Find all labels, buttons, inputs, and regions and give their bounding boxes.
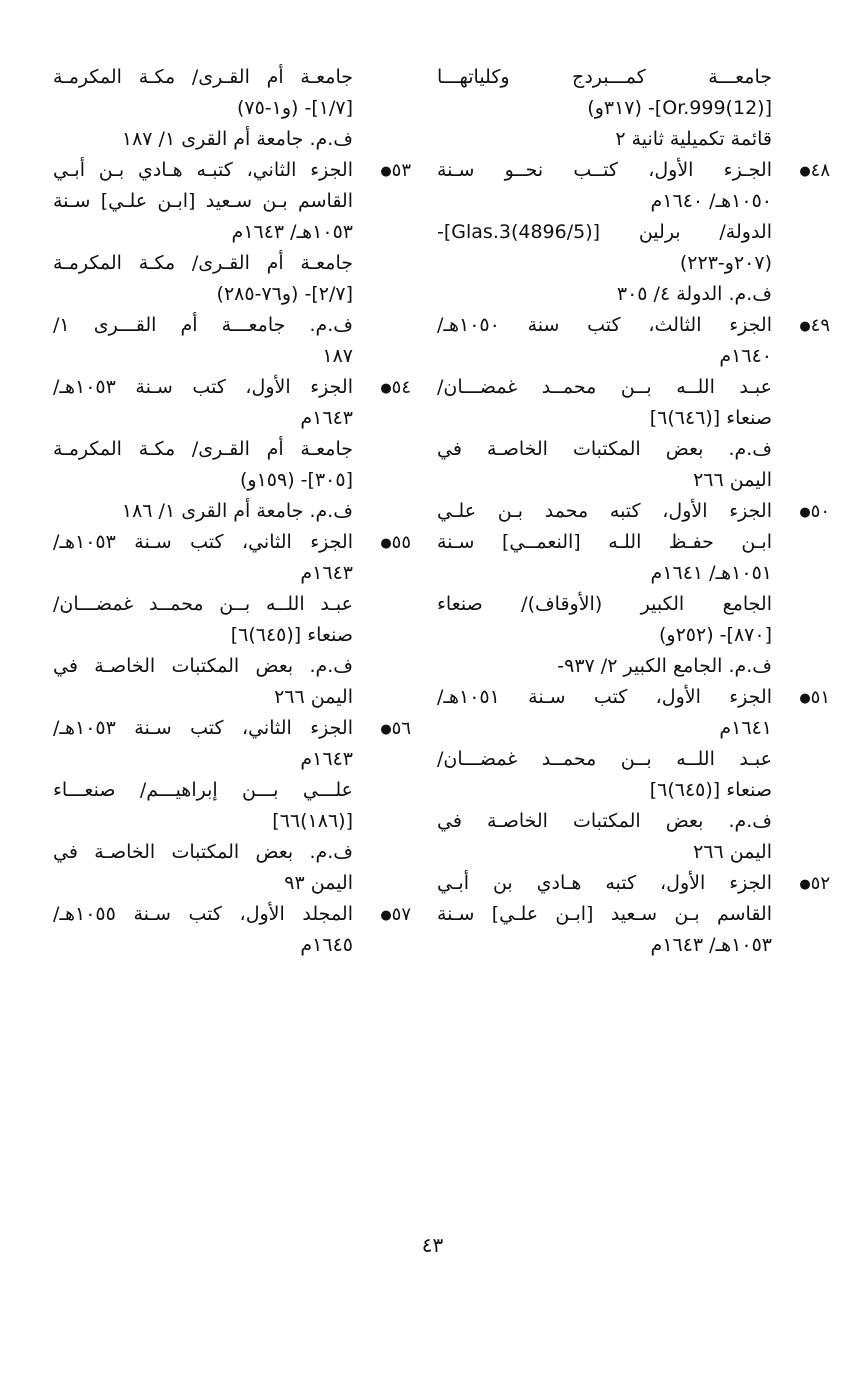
entry-line: ف.م. بعض المكتبات الخاصـة في (53, 655, 353, 677)
catalog-entry (437, 496, 830, 682)
entry-line: الجزء الثاني، كتب سـنة ١٠٥٣هـ/ (53, 531, 353, 553)
entry-line: عبـد اللــه بــن محمــد غمضـــان/ (53, 593, 353, 615)
entry-line: جامعـة أم القـرى/ مكـة المكرمـة (53, 438, 353, 460)
entry-line: [Or.999(12)]- (٣١٧و) (587, 97, 772, 119)
entry-number: ٥٤● (380, 377, 411, 398)
bullet-marker-icon: ● (380, 381, 392, 396)
bullet-marker-icon: ● (799, 691, 811, 706)
bullet-marker-icon: ● (380, 722, 392, 737)
entry-number: ٥٠● (799, 501, 830, 522)
entry-line: قائمة تكميلية ثانية ٢ (615, 128, 772, 150)
entry-number: ٥٣● (380, 160, 411, 181)
entry-line: جامعـة أم القـرى/ مكـة المكرمـة (53, 66, 353, 88)
entry-line: اليمن ٢٦٦ (693, 841, 772, 863)
bullet-marker-icon: ● (799, 164, 811, 179)
entry-line: الجزء الأول، كتب سـنة ١٠٥١هـ/ (437, 686, 772, 708)
entry-line: اليمن ٢٦٦ (693, 469, 772, 491)
catalog-entry (437, 682, 830, 868)
bullet-marker-icon: ● (799, 505, 811, 520)
entry-line: [٨٧٠]- (٢٥٢و) (659, 624, 772, 646)
entry-line: ١٠٥٣هـ/ ١٦٤٣م (650, 934, 772, 956)
entry-number: ٤٩● (799, 315, 830, 336)
catalog-entry (53, 899, 411, 961)
entry-line: ف.م. الجامع الكبير ٢/ ٩٣٧- (557, 655, 772, 677)
entry-line: القاسم بـن سـعيد [ابـن علـي] سـنة (437, 903, 772, 925)
entry-line: [٢/٧]- (و٧٦-٢٨٥) (216, 283, 353, 305)
entry-line: ١٦٤٣م (300, 562, 353, 584)
entry-line: الجامع الكبير (الأوقاف)/ صنعاء (437, 593, 772, 615)
entry-line: ف.م. الدولة ٤/ ٣٠٥ (616, 283, 772, 305)
entry-number: ٥٢● (799, 873, 830, 894)
right-column (437, 62, 830, 961)
entry-line: الجزء الثاني، كتب سـنة ١٠٥٣هـ/ (53, 717, 353, 739)
entry-line: ١٠٥١هـ/ ١٦٤١م (650, 562, 772, 584)
entry-number: ٥٧● (380, 904, 411, 925)
entry-number: ٤٨● (799, 160, 830, 181)
entry-line: ١٦٤٣م (300, 748, 353, 770)
entry-line: جامعـــة كمـــبردج وكلياتهـــا (437, 66, 772, 88)
entry-line: اليمن ٢٦٦ (274, 686, 353, 708)
entry-number: ٥٥● (380, 532, 411, 553)
entry-line: المجلد الأول، كتب سـنة ١٠٥٥هـ/ (53, 903, 353, 925)
entry-line: ف.م. جامعـــة أم القـــرى ١/ (53, 314, 353, 336)
catalog-entry (53, 527, 411, 713)
entry-line: ١٠٥٠هـ/ ١٦٤٠م (650, 190, 772, 212)
entry-line: القاسم بـن سـعيد [ابـن علـي] سـنة (53, 190, 353, 212)
entry-line: [٣٠٥]- (١٥٩و) (240, 469, 353, 491)
catalog-entry-continuation (437, 62, 772, 155)
catalog-entry (53, 155, 411, 372)
entry-line: ف.م. بعض المكتبات الخاصـة في (53, 841, 353, 863)
entry-line: [(١٨٦)٦٦] (272, 810, 353, 832)
entry-line: جامعـة أم القـرى/ مكـة المكرمـة (53, 252, 353, 274)
entry-line: ف.م. جامعة أم القرى ١/ ١٨٧ (121, 128, 353, 150)
catalog-entry (437, 155, 830, 310)
entry-number: ٥٦● (380, 718, 411, 739)
page-number: ٤٣ (421, 1233, 444, 1257)
entry-line: علـــي بـــن إبراهيـــم/ صنعـــاء (53, 779, 353, 801)
entry-line: ١٦٤٣م (300, 407, 353, 429)
catalog-entry-continuation (53, 62, 353, 155)
entry-line: الجزء الثاني، كتبـه هـادي بـن أبـي (53, 159, 353, 181)
catalog-entry (53, 713, 411, 899)
entry-line: الدولة/ برلين [(4896/5)Glas.3]- (437, 221, 772, 243)
bullet-marker-icon: ● (799, 877, 811, 892)
bullet-marker-icon: ● (380, 908, 392, 923)
catalog-entry (53, 372, 411, 527)
entry-line: [١/٧]- (و١-٧٥) (236, 97, 353, 119)
bullet-marker-icon: ● (380, 536, 392, 551)
left-column (53, 62, 411, 961)
entry-line: الجزء الأول، كتب سـنة ١٠٥٣هـ/ (53, 376, 353, 398)
entry-line: عبـد اللــه بــن محمــد غمضـــان/ (437, 748, 772, 770)
bullet-marker-icon: ● (380, 164, 392, 179)
entry-line: اليمن ٩٣ (284, 872, 353, 894)
entry-line: ف.م. بعض المكتبات الخاصـة في (437, 438, 772, 460)
entry-line: الجزء الثالث، كتب سنة ١٠٥٠هـ/ (437, 314, 772, 336)
entry-line: ١٠٥٣هـ/ ١٦٤٣م (231, 221, 353, 243)
entry-number: ٥١● (799, 687, 830, 708)
entry-line: صنعاء [(٦٤٦)٦] (649, 407, 772, 429)
entry-line: ١٦٤١م (719, 717, 772, 739)
entry-line: صنعاء [(٦٤٥)٦] (649, 779, 772, 801)
entry-line: ١٨٧ (322, 345, 353, 367)
entry-line: ١٦٤٠م (719, 345, 772, 367)
entry-line: ابـن حفـظ اللـه [النعمــي] سـنة (437, 531, 772, 553)
bullet-marker-icon: ● (799, 319, 811, 334)
catalog-entry (437, 310, 830, 496)
entry-line: ١٦٤٥م (300, 934, 353, 956)
entry-line: ف.م. بعض المكتبات الخاصـة في (437, 810, 772, 832)
entry-line: عبـد اللــه بــن محمــد غمضـــان/ (437, 376, 772, 398)
entry-line: الجزء الأول، كتبه هـادي بن أبـي (437, 872, 772, 894)
entry-line: الجـزء الأول، كتــب نحــو سـنة (437, 159, 772, 181)
entry-line: صنعاء [(٦٤٥)٦] (230, 624, 353, 646)
entry-line: الجزء الأول، كتبه محمد بـن علـي (437, 500, 772, 522)
entry-line: (٢٠٧و-٢٢٣) (679, 252, 772, 274)
entry-line: ف.م. جامعة أم القرى ١/ ١٨٦ (121, 500, 353, 522)
catalog-entry (437, 868, 830, 961)
